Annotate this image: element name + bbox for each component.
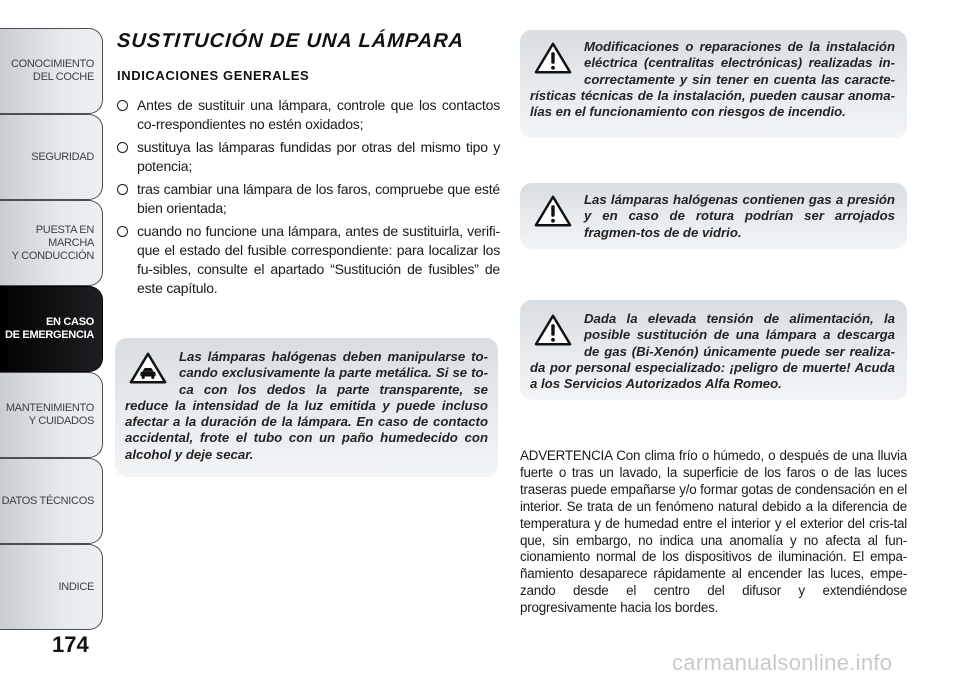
tab-mantenimiento[interactable]: MANTENIMIENTO Y CUIDADOS [0,372,103,458]
list-item-text: sustituya las lámparas fundidas por otras del mismo tipo y potencia; [137,139,500,174]
bullet-list [117,96,500,302]
warning-box-electrical-modifications [520,30,907,138]
advertencia-paragraph: ADVERTENCIA Con clima frío o húmedo, o después de una lluvia fuerte o tras un lavado, la superficie de los faros o de las luces traseras puede empañarse y/o formar gotas de condensación en el interior. Se trata de un fenómeno natural debido a la diferencia de temperatura y de humedad entre el interior y el exterior del cris-tal que, sin embargo, no indica una anomalía y no afecta al fun-cionamiento normal de los dispositivos de iluminación. El empa-ñamiento desaparece rápidamente al encender las luces, empe-zando desde el centro del difusor y extendiéndose progresivamente hacia los bordes. [520,448,907,616]
side-tabs [0,28,103,630]
warning-triangle-icon [534,41,572,75]
car-caution-icon [129,351,167,385]
bullet-circle-icon [117,184,128,195]
tab-en-caso-de-emergencia[interactable]: EN CASO DE EMERGENCIA [0,286,103,372]
page-title: SUSTITUCIÓN DE UNA LÁMPARA [116,30,465,52]
page-number: 174 [52,632,89,657]
warning-triangle-icon [534,313,572,347]
warning-triangle-icon [534,194,572,228]
list-item-text: tras cambiar una lámpara de los faros, compruebe que esté bien orientada; [137,181,500,216]
section-subtitle: INDICACIONES GENERALES [117,68,310,83]
bullet-circle-icon [117,142,128,153]
list-item-text: Antes de sustituir una lámpara, controle que los contactos co-rrespondientes no estén oxidados; [137,97,500,132]
list-item [117,222,500,298]
warning-text: Dada la elevada tensión de alimentación, la posible sustitución de una lámpara a descarga de gas (Bi-Xenón) únicamente puede ser realiza-da por personal especializado: ¡peligro de muerte! Acuda a los Servicios Autorizados Alfa Romeo. [530,311,895,392]
list-item [117,138,500,176]
tab-conocimiento-del-coche[interactable]: CONOCIMIENTO DEL COCHE [0,28,103,114]
warning-text: Modificaciones o reparaciones de la instalación eléctrica (centralitas electrónicas) realizadas in-correctamente y sin tener en cuenta las caracte-rísticas técnicas de la instalación, pueden causar anoma-lías en el funcionamiento con riesgos de incendio. [530,39,895,120]
warning-box-halogen-pressure [520,183,907,249]
tab-datos-tecnicos[interactable]: DATOS TÉCNICOS [0,458,103,544]
list-item-text: cuando no funcione una lámpara, antes de sustituirla, verifi-que el estado del fusible correspondiente: para localizar los fu-sibles, consulte el apartado “Sustitución de fusibles” de este capítulo. [137,223,500,296]
list-item [117,96,500,134]
list-item [117,180,500,218]
watermark: carmanualsonline.info [672,650,893,675]
bullet-circle-icon [117,226,128,237]
bullet-circle-icon [117,100,128,111]
warning-box-xenon [520,300,907,400]
warning-text: Las lámparas halógenas contienen gas a presión y en caso de rotura podrían ser arrojados fragmen-tos de de vidrio. [584,192,895,240]
tab-indice[interactable]: INDICE [0,544,103,630]
caution-box-halogen-handling [115,338,498,477]
tab-puesta-en-marcha[interactable]: PUESTA EN MARCHA Y CONDUCCIÓN [0,200,103,286]
caution-text: Las lámparas halógenas deben manipularse to-cando exclusivamente la parte metálica. Si se to-ca con los dedos la parte transparente, se reduce la intensidad de la luz emitida y puede incluso afectar a la duración de la lámpara. En caso de contacto accidental, frote el tubo con un paño humedecido con alcohol y deje secar. [125,349,488,462]
tab-seguridad[interactable]: SEGURIDAD [0,114,103,200]
